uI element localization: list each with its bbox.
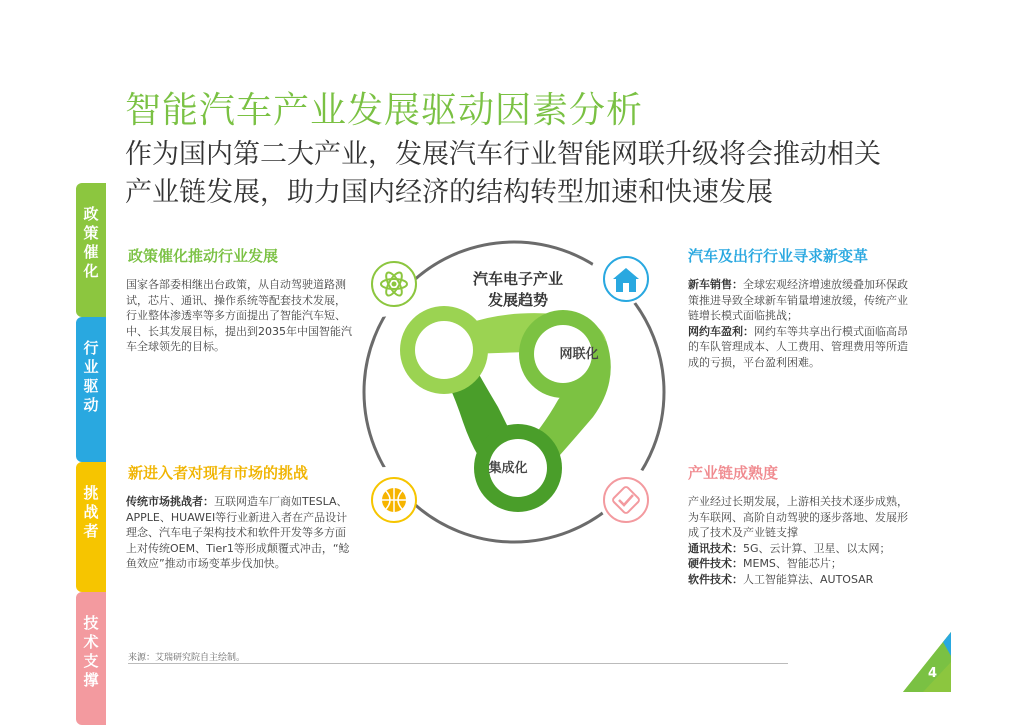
tech-text: [688, 494, 918, 587]
industry-heading: 汽车及出行行业寻求新变革: [688, 247, 869, 265]
challenger-label: 传统市场挑战者：: [126, 495, 214, 508]
tab-label: 行业驱动: [83, 339, 99, 414]
basketball-icon: [372, 478, 416, 522]
house-icon: [604, 257, 648, 301]
tab-label: 技术支撑: [83, 614, 99, 689]
check-badge-icon: [604, 478, 648, 522]
diagram-title-line1: 汽车电子产业: [472, 270, 564, 288]
tab-challenger[interactable]: [76, 462, 106, 592]
label-network: 网联化: [559, 347, 599, 362]
tab-policy[interactable]: [76, 183, 106, 317]
tab-label: 挑战者: [83, 484, 99, 540]
policy-heading: 政策催化推动行业发展: [128, 247, 279, 265]
tab-industry[interactable]: [76, 317, 106, 462]
challenger-heading: 新进入者对现有市场的挑战: [128, 464, 309, 482]
tri-connector: [400, 306, 611, 512]
comm-tech-text: 5G、云计算、卫星、以太网；: [743, 541, 891, 555]
page-title: 智能汽车产业发展驱动因素分析: [125, 90, 644, 131]
hw-tech-label: 硬件技术：: [688, 557, 743, 570]
tech-heading: 产业链成熟度: [688, 464, 779, 482]
page-subtitle: 作为国内第二大产业，发展汽车行业智能网联升级将会推动相关产业链发展，助力国内经济的结构转型加速和快速发展: [125, 139, 881, 208]
tab-tech[interactable]: [76, 592, 106, 725]
new-car-text: 全球宏观经济增速放缓叠加环保政策推进导致全球新车销量增速放缓，传统产业链增长模式面临挑战；: [688, 278, 908, 322]
comm-tech-label: 通讯技术：: [688, 541, 743, 555]
industry-text: [688, 277, 918, 370]
ride-hailing-text: 网约车等共享出行模式面临高昂的车队管理成本、人工费用、管理费用等所造成的亏损，平台盈利困难。: [688, 324, 908, 369]
label-integration: 集成化: [488, 461, 528, 476]
diagram-title-line2: 发展趋势: [487, 291, 549, 309]
source-note: 来源：艾瑞研究院自主绘制。: [128, 653, 246, 663]
corner-decoration: [903, 632, 951, 692]
trend-diagram: [358, 232, 670, 550]
ride-hailing-label: 网约车盈利：: [688, 324, 754, 338]
page-number: 4: [928, 666, 938, 681]
challenger-text: [126, 494, 356, 572]
atom-icon: [372, 262, 416, 306]
sw-tech-text: 人工智能算法、AUTOSAR: [743, 572, 874, 586]
hw-tech-text: MEMS、智能芯片；: [743, 557, 842, 570]
sw-tech-label: 软件技术：: [688, 572, 743, 586]
tab-label: 政策催化: [83, 205, 99, 280]
new-car-label: 新车销售：: [688, 278, 743, 291]
policy-text: 国家各部委相继出台政策，从自动驾驶道路测试，芯片、通讯、操作系统等配套技术发展，行业整体渗透率等多方面提出了智能汽车短、中、长其发展目标，提出到2035年中国智能汽车全球领先的目标。: [126, 278, 352, 353]
tech-intro: 产业经过长期发展，上游相关技术逐步成熟，为车联网、高阶自动驾驶的逐步落地、发展形成了技术及产业链支撑: [688, 495, 908, 539]
challenger-body: 互联网造车厂商如TESLA、APPLE、HUAWEI等行业新进入者在产品设计理念、汽车电子架构技术和软件开发等多方面上对传统OEM、Tier1等形成颠覆式冲击，“鲶鱼效应”推动市场变革步伐加快。: [126, 495, 350, 570]
footer-rule: [128, 663, 788, 664]
